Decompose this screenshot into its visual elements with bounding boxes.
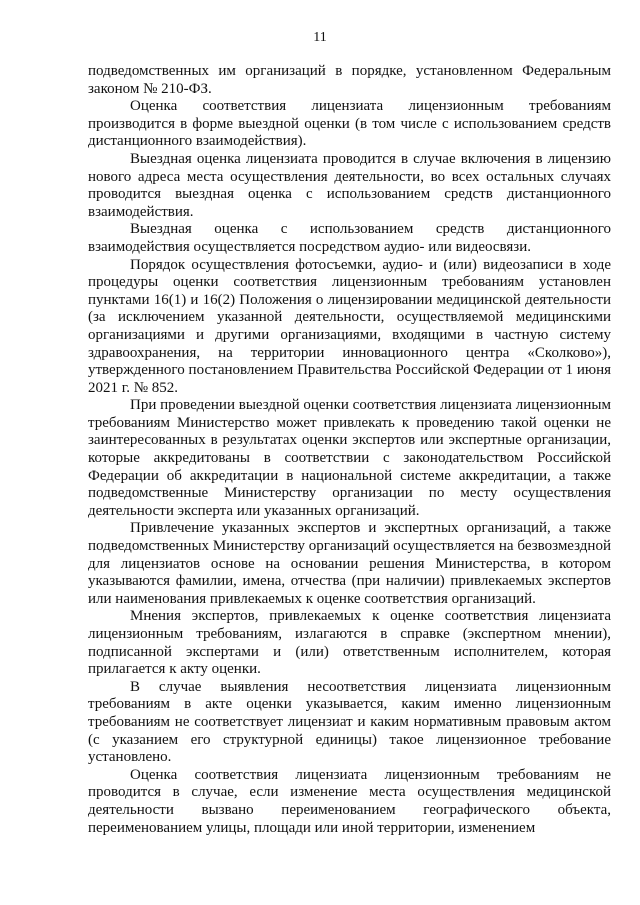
paragraph-9: В случае выявления несоответствия лицензиата лицензионным требованиям в акте оценки указывается, каким именно лицензионным требованиям не соответствует лицензиат и каким нормативным правовым актом (с указанием его структурной единицы) такое лицензионное требование установлено. xyxy=(88,678,611,766)
paragraph-5: Порядок осуществления фотосъемки, аудио- и (или) видеозаписи в ходе процедуры оценки соответствия лицензионным требованиям установлен пунктами 16(1) и 16(2) Положения о лицензировании медицинской деятельности (за исключением указанной деятельности, осуществляемой медицинскими организациями и другими организациями, входящими в частную систему здравоохранения, на территории инновационного центра «Сколково»), утвержденного постановлением Правительства Российской Федерации от 1 июня 2021 г. № 852. xyxy=(88,256,611,396)
paragraph-7: Привлечение указанных экспертов и экспертных организаций, а также подведомственных Министерству организаций осуществляется на безвозмездной для лицензиатов основе на основании решения Министерства, в котором указываются фамилии, имена, отчества (при наличии) привлекаемых экспертов или наименования привлекаемых к оценке соответствия организаций. xyxy=(88,520,611,607)
paragraph-8: Мнения экспертов, привлекаемых к оценке соответствия лицензиата лицензионным требованиям, излагаются в справке (экспертном мнении), подписанной экспертами и (или) ответственным исполнителем, которая прилагается к акту оценки. xyxy=(88,608,611,678)
paragraph-6: При проведении выездной оценки соответствия лицензиата лицензионным требованиям Министерство может привлекать к проведению такой оценки не заинтересованных в результатах оценки экспертов или экспертные организации, которые аккредитованы в соответствии с законодательством Российской Федерации об аккредитации в национальной системе аккредитации, а также подведомственные Министерству организации по месту осуществления деятельности эксперта или указанных организаций. xyxy=(88,397,611,519)
page-number: 11 xyxy=(313,30,327,45)
document-body xyxy=(88,63,611,837)
paragraph-10: Оценка соответствия лицензиата лицензионным требованиям не проводится в случае, если изменение места осуществления медицинской деятельности вызвано переименованием географического объекта, переименованием улицы, площади или иной территории, изменением xyxy=(88,766,611,836)
paragraph-1: подведомственных им организаций в порядке, установленном Федеральным законом № 210-ФЗ. xyxy=(88,63,611,97)
paragraph-4: Выездная оценка с использованием средств дистанционного взаимодействия осуществляется посредством аудио- или видеосвязи. xyxy=(88,221,611,255)
paragraph-2: Оценка соответствия лицензиата лицензионным требованиям производится в форме выездной оценки (в том числе с использованием средств дистанционного взаимодействия). xyxy=(88,98,611,150)
paragraph-3: Выездная оценка лицензиата проводится в случае включения в лицензию нового адреса места осуществления деятельности, во всех остальных случаях проводится выездная оценка с использованием средств дистанционного взаимодействия. xyxy=(88,150,611,220)
